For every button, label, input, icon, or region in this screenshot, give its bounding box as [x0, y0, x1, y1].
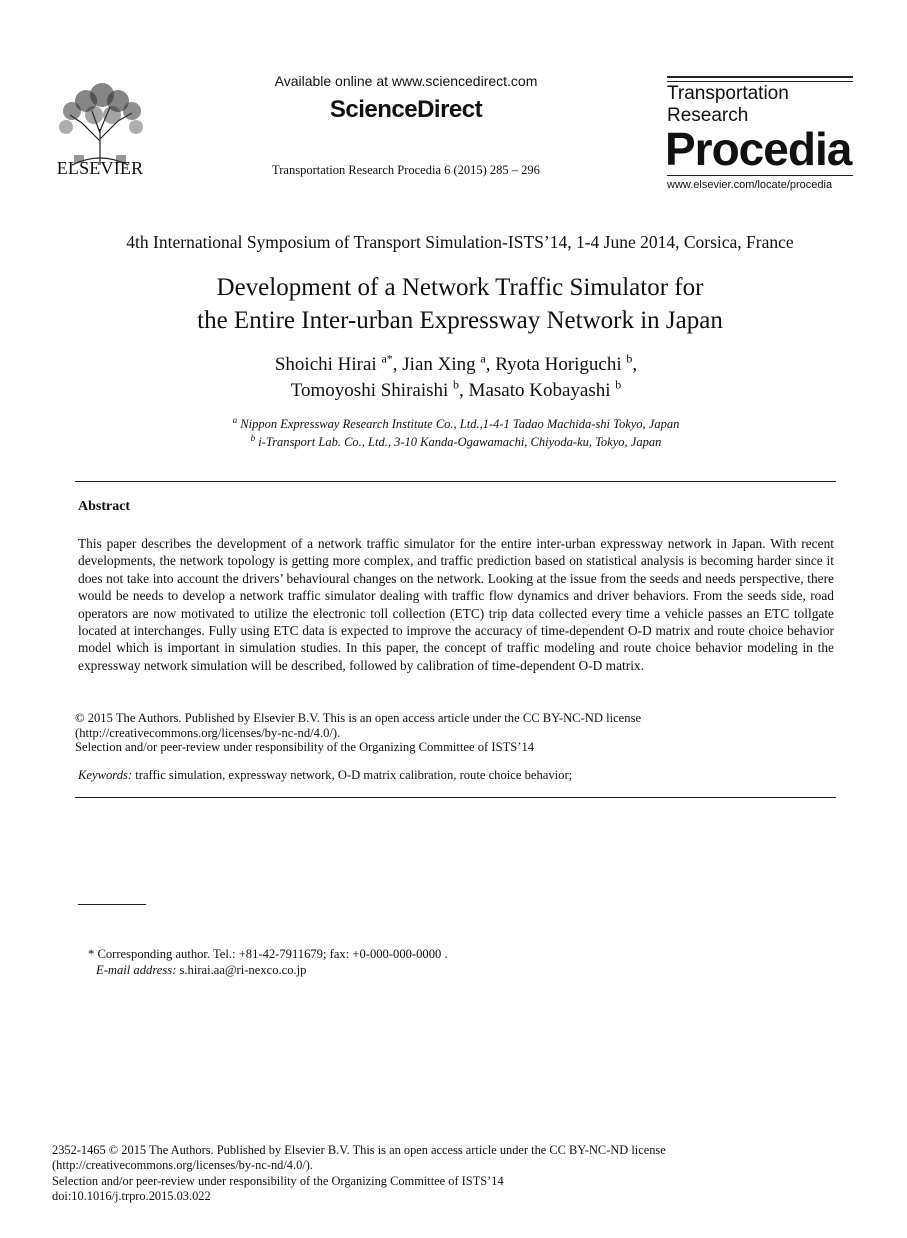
author-affiliation-mark: b	[626, 351, 633, 366]
author-name: Tomoyoshi Shiraishi	[290, 380, 449, 401]
journal-logo-line2: Research	[667, 105, 749, 126]
abstract-heading: Abstract	[78, 499, 131, 514]
paren-open: (	[52, 1158, 57, 1173]
author-name: Jian Xing	[402, 354, 476, 375]
footnote-rule	[78, 904, 146, 905]
sciencedirect-logo: ScienceDirect	[329, 96, 483, 123]
author-affiliation-mark: a	[480, 351, 486, 366]
paren-open: (	[75, 725, 80, 740]
footer-peer-review-line: Selection and/or peer-review under responsibility of the Organizing Committee of ISTS’14	[52, 1173, 504, 1188]
affiliation-a	[40, 414, 872, 432]
conference-line: 4th International Symposium of Transport Simulation-ISTS’14, 1-4 June 2014, Corsica, France	[126, 232, 794, 252]
available-online: Available online at www.sciencedirect.com	[274, 73, 538, 89]
author-list-line2: Tomoyoshi Shiraishi $^b$, Masato Kobayashi $^b$	[290, 377, 622, 401]
journal-url[interactable]: www.elsevier.com/locate/procedia	[667, 179, 833, 191]
affiliation-b	[40, 432, 872, 450]
corresponding-author-note	[88, 947, 848, 978]
footer-license-link[interactable]: http://creativecommons.org/licenses/by-nc-nd/4.0/	[56, 1158, 306, 1173]
divider-bottom	[75, 797, 836, 798]
copyright-line: © 2015 The Authors. Published by Elsevier B.V. This is an open access article under the CC BY-NC-ND license	[75, 711, 642, 725]
logo-rule-top	[667, 76, 853, 78]
email-address[interactable]: s.hirai.aa@ri-nexco.co.jp	[176, 962, 307, 977]
corresponding-contact: * Corresponding author. Tel.: +81-42-7911679; fax: +0-000-000-0000 .	[88, 947, 448, 961]
journal-reference: Transportation Research Procedia 6 (2015) 285 – 296	[272, 163, 540, 177]
footer-issn-line: 2352-1465 © 2015 The Authors. Published by Elsevier B.V. This is an open access article under the CC BY-NC-ND license	[52, 1143, 666, 1157]
affiliation-mark: b	[250, 432, 256, 443]
paper-title-line1: Development of a Network Traffic Simulator for	[216, 274, 704, 301]
doi[interactable]: doi:10.1016/j.trpro.2015.03.022	[52, 1189, 211, 1204]
copyright-block	[75, 711, 835, 755]
page-footer	[52, 1143, 872, 1205]
paren-close: ).	[332, 725, 341, 740]
affiliation-mark: a	[232, 414, 238, 425]
author-affiliation-mark: a*	[381, 351, 393, 366]
journal-logo-line3: Procedia	[665, 123, 852, 175]
abstract-body: This paper describes the development of a network traffic simulator for the entire inter-urban expressway network in Japan. With recent developments, the network topology is getting more complex, and traffic prediction based on statistical analysis is becoming harder since it does not take into account the drivers’ behavioural changes on the network. Looking at the issue from the seeds and needs perspective, there would be needs to develop a network traffic simulator dealing with traffic flow dynamics and driver behaviors. From the seeds side, road operators are now motivated to utilize the electronic toll collection (ETC) trip data collected every time a vehicle passes an ETC tollgate located at interchanges. Fully using ETC data is expected to improve the accuracy of time-dependent O-D matrix and route choice behavior model which is important in simulation studies. In this paper, the concept of traffic modeling and route choice behavior modeling in the expressway network simulation will be described, followed by calibration of time-dependent O-D matrix.	[78, 536, 834, 673]
publisher-name: ELSEVIER	[56, 158, 144, 178]
author-name: Masato Kobayashi	[468, 380, 611, 401]
divider-top	[75, 481, 836, 482]
peer-review-line: Selection and/or peer-review under responsibility of the Organizing Committee of ISTS’14	[75, 740, 535, 755]
paren-close: ).	[305, 1158, 313, 1173]
corresponding-email-line	[88, 963, 848, 979]
affiliation-text: Nippon Expressway Research Institute Co., Ltd.,1-4-1 Tadao Machida-shi Tokyo, Japan	[240, 417, 680, 431]
journal-logo-line1: Transportation	[667, 83, 789, 104]
author-list-line1: Shoichi Hirai $^{a*}$, Jian Xing $^a$, Ryota Horiguchi $^b$,	[274, 351, 638, 375]
footer-license-line	[52, 1158, 872, 1173]
author-affiliation-mark: b	[615, 377, 622, 392]
email-label: E-mail address:	[96, 962, 177, 977]
keywords-label: Keywords:	[78, 768, 133, 782]
author-name: Ryota Horiguchi	[495, 354, 622, 375]
logo-rule-bottom	[667, 175, 853, 176]
author-name: Shoichi Hirai	[274, 354, 377, 375]
license-line	[75, 726, 835, 741]
author-affiliation-mark: b	[453, 377, 460, 392]
license-link[interactable]: http://creativecommons.org/licenses/by-nc-nd/4.0/	[79, 725, 333, 740]
keywords-text: traffic simulation, expressway network, O-D matrix calibration, route choice behavior;	[132, 768, 573, 782]
keywords-line	[78, 768, 838, 783]
logo-rule-top-thin	[667, 81, 853, 82]
paper-title-line2: the Entire Inter-urban Expressway Network in Japan	[197, 307, 723, 334]
affiliation-text: i-Transport Lab. Co., Ltd., 3-10 Kanda-Ogawamachi, Chiyoda-ku, Tokyo, Japan	[258, 435, 662, 449]
